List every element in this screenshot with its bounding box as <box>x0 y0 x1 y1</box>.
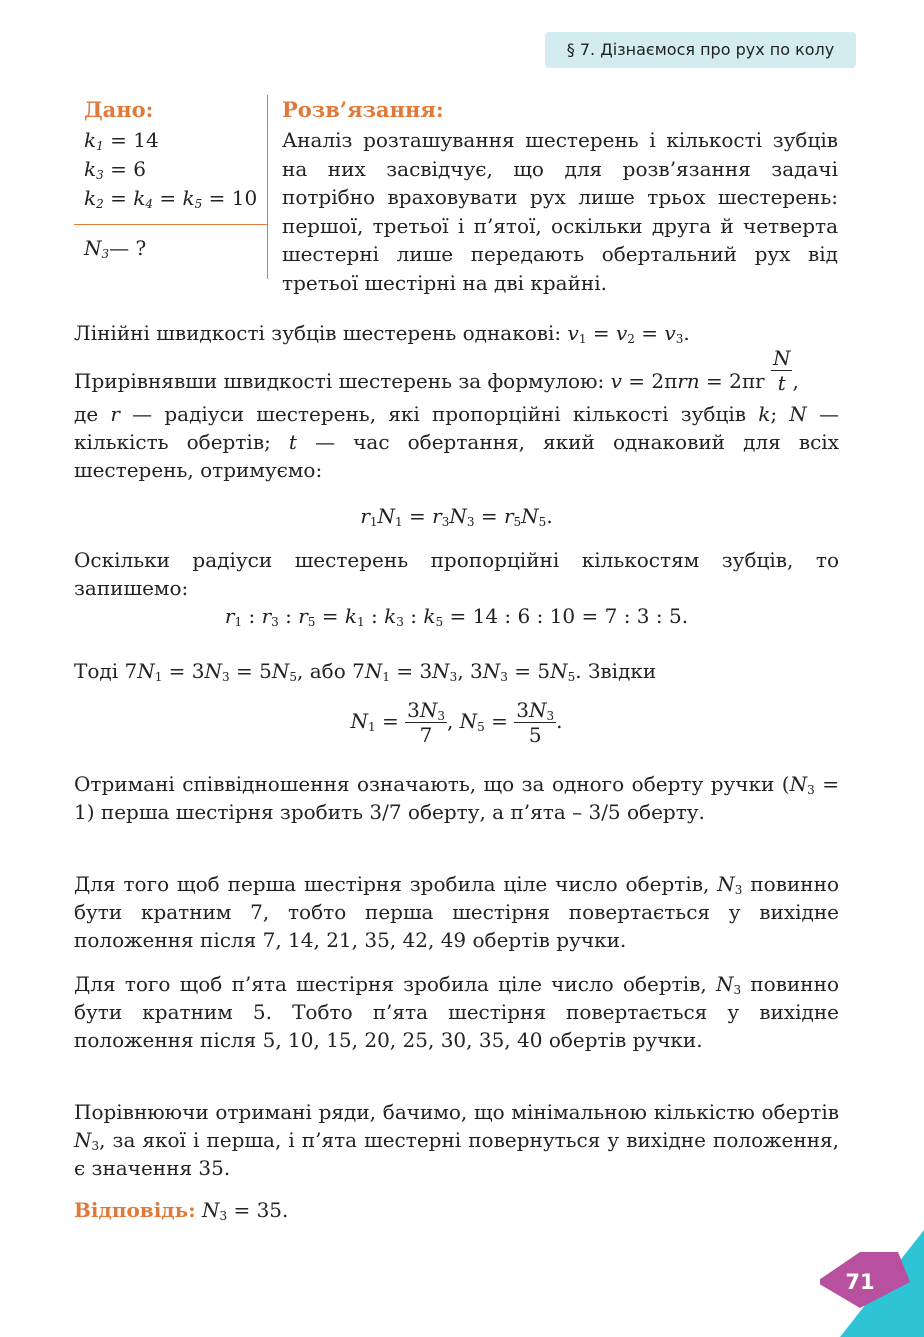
given-title: Дано: <box>84 97 154 122</box>
paragraph-definitions: де r — радіуси шестерень, які пропорційні кількості зубців k; N — кількість обертів; t — час обертання, який однаковий для всіх шестерень, отримуємо: <box>74 402 839 482</box>
equation-rn: $r_1N_1 = r_3N_3 = r_5N_5$. <box>360 504 553 529</box>
page-number: 71 <box>845 1270 875 1294</box>
given-k1: $k_1 = 14$ <box>84 128 159 153</box>
solution-block <box>282 94 838 297</box>
solution-text: Аналіз розташування шестерень і кількості зубців на них засвідчує, що для розв’язання задачі потрібно враховувати рух лише трьох шестерень: першої, третьої і п’ятої, оскільки друга й четверта шестерні лише передають обертальний рух від третьої шестірні на дві крайні. <box>282 128 838 295</box>
equation-ratio: $r_1$ : $r_3$ : $r_5 = k_1$ : $k_3$ : $k_5 = 14$ : 6 : 10 = 7 : 3 : 5. <box>224 604 689 629</box>
answer: Відповідь: $N_3 = 35$. <box>74 1198 289 1223</box>
paragraph-formula: Прирівнявши швидкості шестерень за формулою: v = 2πrn = 2πr $\frac{N}{t}$ , <box>74 346 799 395</box>
section-header: § 7. Дізнаємося про рух по колу <box>545 32 856 68</box>
fraction-n-over-t: $\frac{N}{t}$ <box>772 346 791 395</box>
paragraph-radii: Оскільки радіуси шестерень пропорційні кількостям зубців, то запишемо: <box>74 548 839 600</box>
given-block <box>84 94 268 261</box>
given-separator-line <box>267 95 268 279</box>
paragraph-linear-speed: Лінійні швидкості зубців шестерень однакові: $v_1 = v_2 = v_3$. <box>74 321 690 346</box>
equation-fractions: $N_1$ = $\frac{3N_3}{7}$ , $N_5$ = $\frac{3N_3}{5}$ . <box>350 698 563 747</box>
paragraph-first-gear: Для того щоб перша шестірня зробила ціле число обертів, $N_3$ повинно бути кратним 7, тобто перша шестірня повертається у вихідне положення після 7, 14, 21, 35, 42, 49 обертів ручки. <box>74 872 839 952</box>
paragraph-then: Тоді $7N_1 = 3N_3 = 5N_5$, або $7N_1 = 3N_3$, $3N_3 = 5N_5$. Звідки <box>74 659 657 684</box>
solution-title: Розв’язання: <box>282 97 444 122</box>
given-k3: $k_3 = 6$ <box>84 157 146 182</box>
paragraph-fifth-gear: Для того щоб п’ята шестірня зробила ціле число обертів, $N_3$ повинно бути кратним 5. Тобто п’ята шестірня повертається у вихідне положення після 5, 10, 15, 20, 25, 30, 35, 40 обертів ручки. <box>74 972 839 1052</box>
given-find: $N_3—$ ? <box>84 236 147 261</box>
paragraph-ratios-meaning: Отримані співвідношення означають, що за одного оберту ручки $(N_3 = 1)$ перша шестірня зробить 3/7 оберту, а п’ята – 3/5 оберту. <box>74 772 839 824</box>
answer-label: Відповідь: <box>74 1198 196 1222</box>
paragraph-comparison: Порівнюючи отримані ряди, бачимо, що мінімальною кількістю обертів $N_3$, за якої і перша, і п’ята шестерні повернуться у вихідне положення, є значення 35. <box>74 1100 839 1180</box>
given-k245: $k_2 = k_4 = k_5 = 10$ <box>84 186 258 211</box>
given-divider <box>74 224 268 225</box>
